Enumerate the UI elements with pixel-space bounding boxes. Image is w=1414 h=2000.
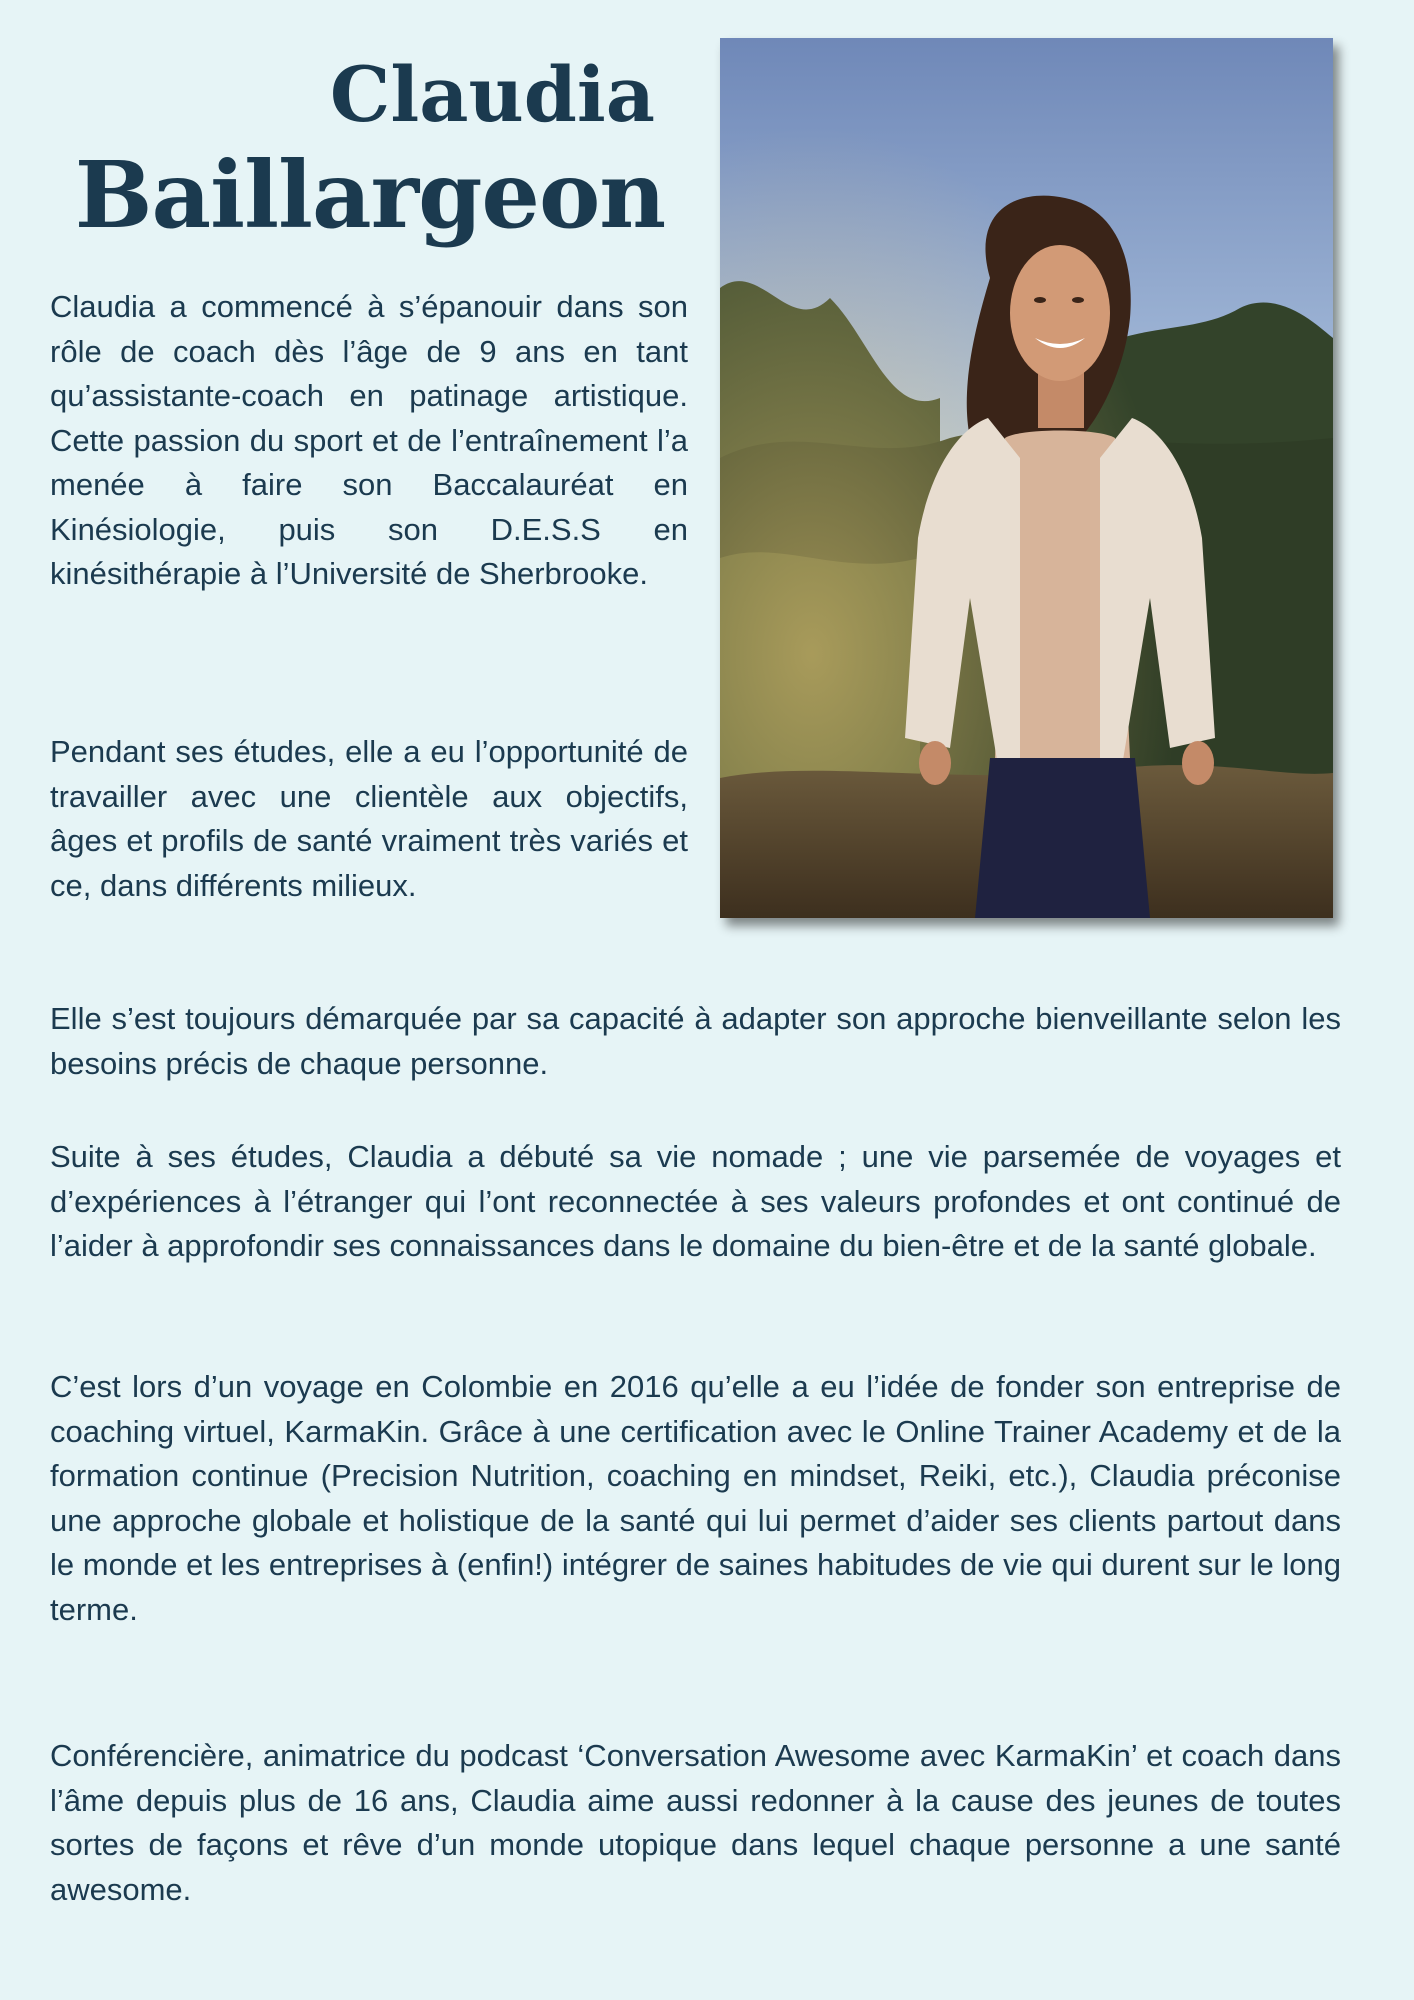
bio-paragraph-6: Conférencière, animatrice du podcast ‘Conversation Awesome avec KarmaKin’ et coach dans l’âme depuis plus de 16 ans, Claudia aime aussi redonner à la cause des jeunes de toutes sortes de façons et rêve d’un monde utopique dans lequel chaque personne a une santé awesome. (50, 1738, 1341, 1907)
bio-paragraph-2: Pendant ses études, elle a eu l’opportunité de travailler avec une clientèle aux objectifs, âges et profils de santé vraiment très variés et ce, dans différents milieux. (50, 734, 688, 903)
bio-paragraph-1: Claudia a commencé à s’épanouir dans son rôle de coach dès l’âge de 9 ans en tant qu’assistante-coach en patinage artistique. Cette passion du sport et de l’entraînement l’a menée à faire son Baccalauréat en Kinésiologie, puis son D.E.S.S en kinésithérapie à l’Université de Sherbrooke. (50, 289, 688, 591)
bio-paragraph-5: C’est lors d’un voyage en Colombie en 2016 qu’elle a eu l’idée de fonder son entreprise de coaching virtuel, KarmaKin. Grâce à une certification avec le Online Trainer Academy et de la formation continue (Precision Nutrition, coaching en mindset, Reiki, etc.), Claudia préconise une approche globale et holistique de la santé qui lui permet d’aider ses clients partout dans le monde et les entreprises à (enfin!) intégrer de saines habitudes de vie qui durent sur le long terme. (50, 1369, 1341, 1627)
bio-paragraph-4: Suite à ses études, Claudia a débuté sa vie nomade ; une vie parsemée de voyages et d’expériences à l’étranger qui l’ont reconnectée à ses valeurs profondes et ont continué de l’aider à approfondir ses connaissances dans le domaine du bien-être et de la santé globale. (50, 1139, 1341, 1263)
bio-paragraph-3: Elle s’est toujours démarquée par sa capacité à adapter son approche bienveillante selon les besoins précis de chaque personne. (50, 1001, 1341, 1081)
last-name-heading: Baillargeon (74, 141, 666, 249)
portrait-photo (720, 38, 1333, 918)
first-name-heading: Claudia (329, 50, 655, 139)
